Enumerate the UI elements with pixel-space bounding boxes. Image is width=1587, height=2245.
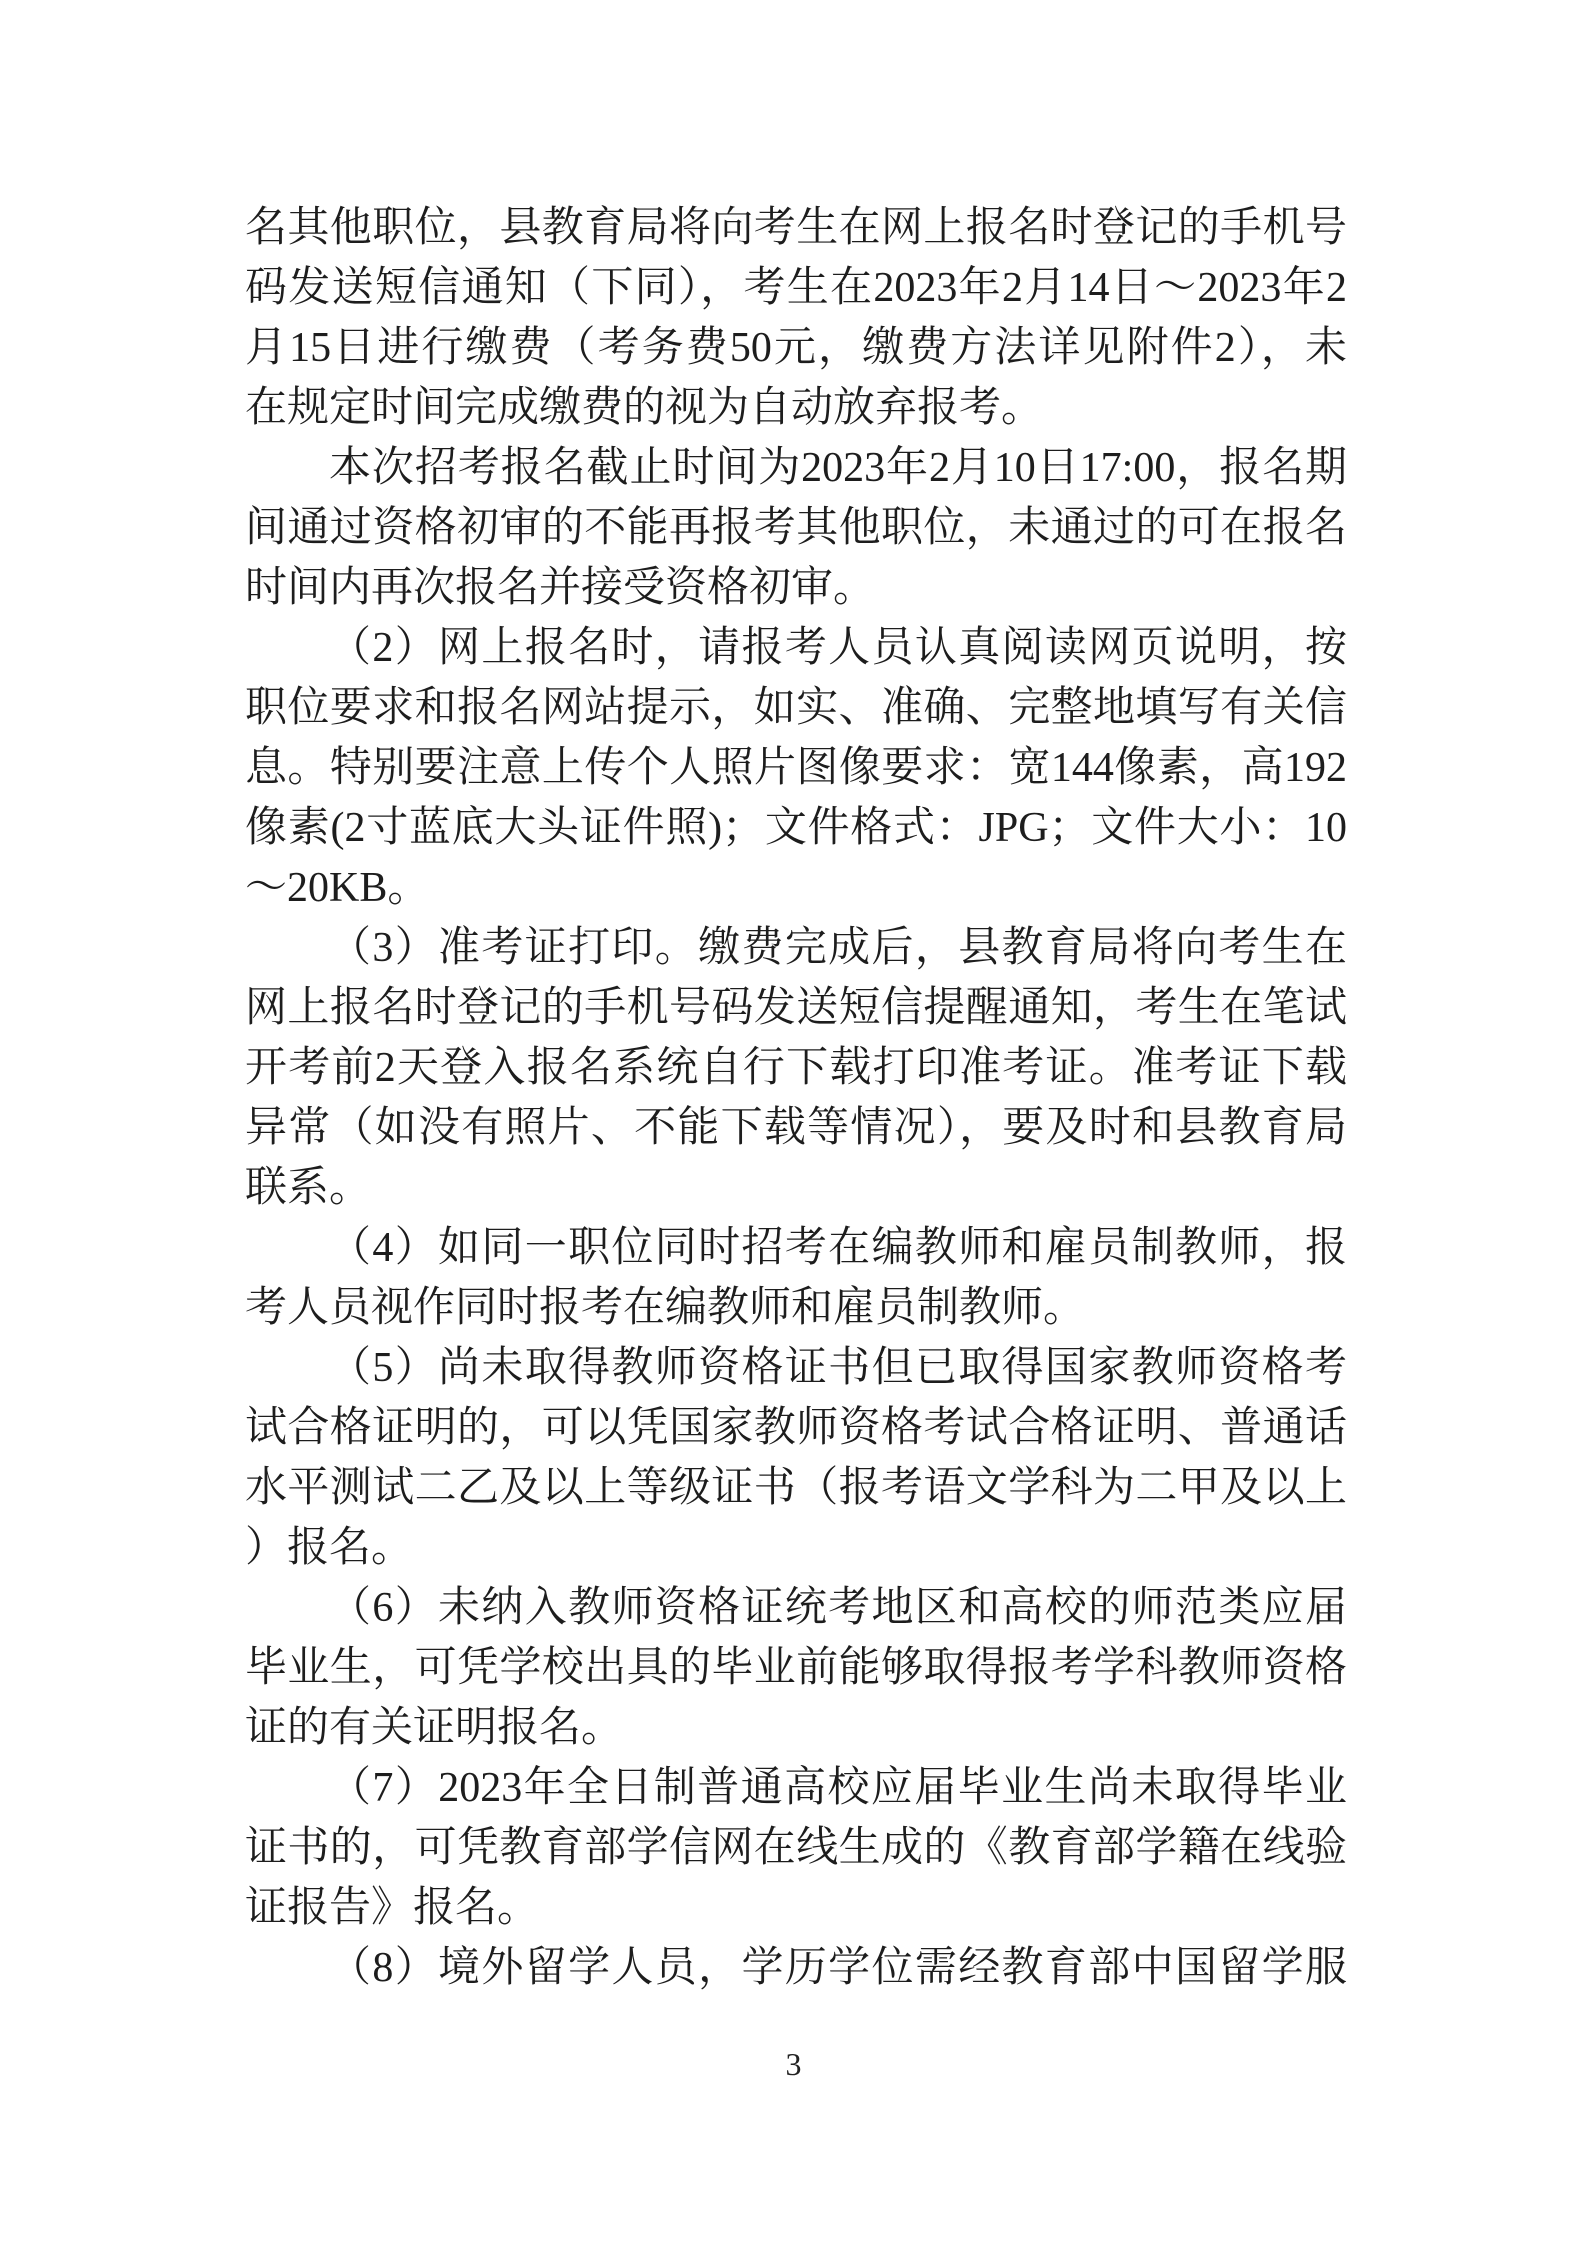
text-line: 在规定时间完成缴费的视为自动放弃报考。 [245, 385, 1044, 431]
text-line: 本次招考报名截止时间为2023年2月10日17:00，报名期 [329, 445, 1347, 491]
text-line: 网上报名时登记的手机号码发送短信提醒通知，考生在笔试 [245, 985, 1347, 1031]
text-line: （3）准考证打印。缴费完成后，县教育局将向考生在 [329, 925, 1347, 971]
text-line: 试合格证明的，可以凭国家教师资格考试合格证明、普通话 [245, 1405, 1347, 1451]
text-line: 证书的，可凭教育部学信网在线生成的《教育部学籍在线验 [245, 1825, 1347, 1871]
text-line: （6）未纳入教师资格证统考地区和高校的师范类应届 [329, 1585, 1347, 1631]
text-line: （8）境外留学人员，学历学位需经教育部中国留学服 [329, 1945, 1347, 1991]
text-line: （5）尚未取得教师资格证书但已取得国家教师资格考 [329, 1345, 1347, 1391]
text-line: 证的有关证明报名。 [245, 1705, 624, 1751]
text-line: 码发送短信通知（下同），考生在2023年2月14日～2023年2 [245, 265, 1347, 311]
text-line: 联系。 [245, 1165, 372, 1211]
text-line: 息。特别要注意上传个人照片图像要求：宽144像素，高192 [245, 745, 1347, 791]
text-line: 水平测试二乙及以上等级证书（报考语文学科为二甲及以上 [245, 1465, 1347, 1511]
text-line: 间通过资格初审的不能再报考其他职位，未通过的可在报名 [245, 505, 1347, 551]
text-line: 名其他职位，县教育局将向考生在网上报名时登记的手机号 [245, 205, 1347, 251]
text-line: 开考前2天登入报名系统自行下载打印准考证。准考证下载 [245, 1045, 1347, 1091]
text-line: （2）网上报名时，请报考人员认真阅读网页说明，按 [329, 625, 1347, 671]
text-line: 月15日进行缴费（考务费50元，缴费方法详见附件2），未 [245, 325, 1347, 371]
text-line: 毕业生，可凭学校出具的毕业前能够取得报考学科教师资格 [245, 1645, 1347, 1691]
page-number: 3 [785, 2046, 802, 2082]
text-line: 时间内再次报名并接受资格初审。 [245, 565, 876, 611]
text-line: ）报名。 [245, 1525, 414, 1571]
text-line: ～20KB。 [245, 865, 430, 911]
text-line: 证报告》报名。 [245, 1885, 540, 1931]
text-line: 考人员视作同时报考在编教师和雇员制教师。 [245, 1285, 1086, 1331]
text-line: 职位要求和报名网站提示，如实、准确、完整地填写有关信 [245, 685, 1347, 731]
text-line: 像素(2寸蓝底大头证件照)；文件格式：JPG；文件大小：10 [245, 805, 1347, 851]
body-text [245, 198, 1347, 1998]
text-line: 异常（如没有照片、不能下载等情况），要及时和县教育局 [245, 1105, 1347, 1151]
text-line: （7）2023年全日制普通高校应届毕业生尚未取得毕业 [329, 1765, 1347, 1811]
text-line: （4）如同一职位同时招考在编教师和雇员制教师，报 [329, 1225, 1347, 1271]
